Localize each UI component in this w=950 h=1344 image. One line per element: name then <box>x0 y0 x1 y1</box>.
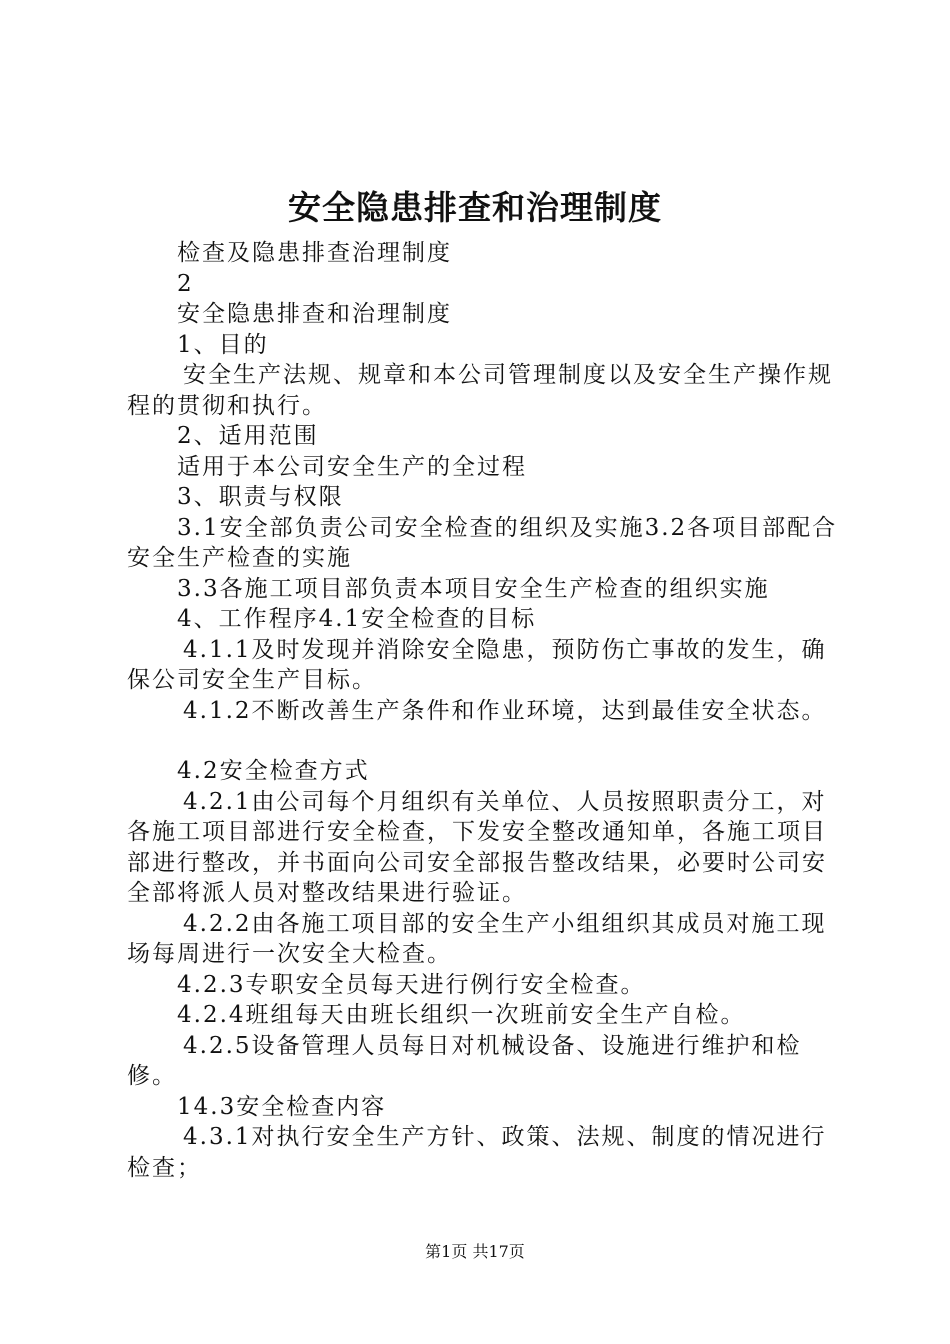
section-heading: 2、适用范围 <box>177 423 319 449</box>
paragraph: 安全生产法规、规章和本公司管理制度以及安全生产操作规程的贯彻和执行。 <box>127 362 833 419</box>
document-body <box>127 238 843 1183</box>
page-number-footer: 第1页 共17页 <box>425 1242 525 1261</box>
paragraph: 14.3安全检查内容 <box>177 1093 387 1120</box>
paragraph: 4.2.1由公司每个月组织有关单位、人员按照职责分工，对各施工项目部进行安全检查，下发安全整改通知单，各施工项目部进行整改，并书面向公司安全部报告整改结果，必要时公司安全部将派人员对整改结果进行验证。 <box>127 788 827 906</box>
section-heading: 1、目的 <box>177 331 269 358</box>
paragraph: 2 <box>177 270 194 297</box>
paragraph: 4.2.2由各施工项目部的安全生产小组组织其成员对施工现场每周进行一次安全大检查。 <box>127 910 827 967</box>
paragraph: 3.1安全部负责公司安全检查的组织及实施3.2各项目部配合安全生产检查的实施 <box>127 514 838 571</box>
paragraph: 检查及隐患排查治理制度 <box>177 240 452 266</box>
page-title: 安全隐患排查和治理制度 <box>288 188 662 227</box>
section-heading: 4、工作程序4.1安全检查的目标 <box>177 606 537 632</box>
paragraph: 3.3各施工项目部负责本项目安全生产检查的组织实施 <box>177 575 770 602</box>
paragraph: 安全隐患排查和治理制度 <box>177 301 452 327</box>
paragraph: 4.1.1及时发现并消除安全隐患，预防伤亡事故的发生，确保公司安全生产目标。 <box>127 636 827 693</box>
paragraph: 4.2.5设备管理人员每日对机械设备、设施进行维护和检修。 <box>127 1032 802 1089</box>
paragraph: 4.3.1对执行安全生产方针、政策、法规、制度的情况进行检查； <box>127 1124 827 1181</box>
paragraph: 4.1.2不断改善生产条件和作业环境，达到最佳安全状态。 <box>183 697 827 724</box>
paragraph: 4.2.3专职安全员每天进行例行安全检查。 <box>177 971 646 998</box>
paragraph: 适用于本公司安全生产的全过程 <box>177 453 527 480</box>
paragraph: 4.2.4班组每天由班长组织一次班前安全生产自检。 <box>177 1002 746 1028</box>
paragraph-spacer <box>127 726 843 756</box>
paragraph: 4.2安全检查方式 <box>177 758 370 784</box>
section-heading: 3、职责与权限 <box>177 484 344 510</box>
